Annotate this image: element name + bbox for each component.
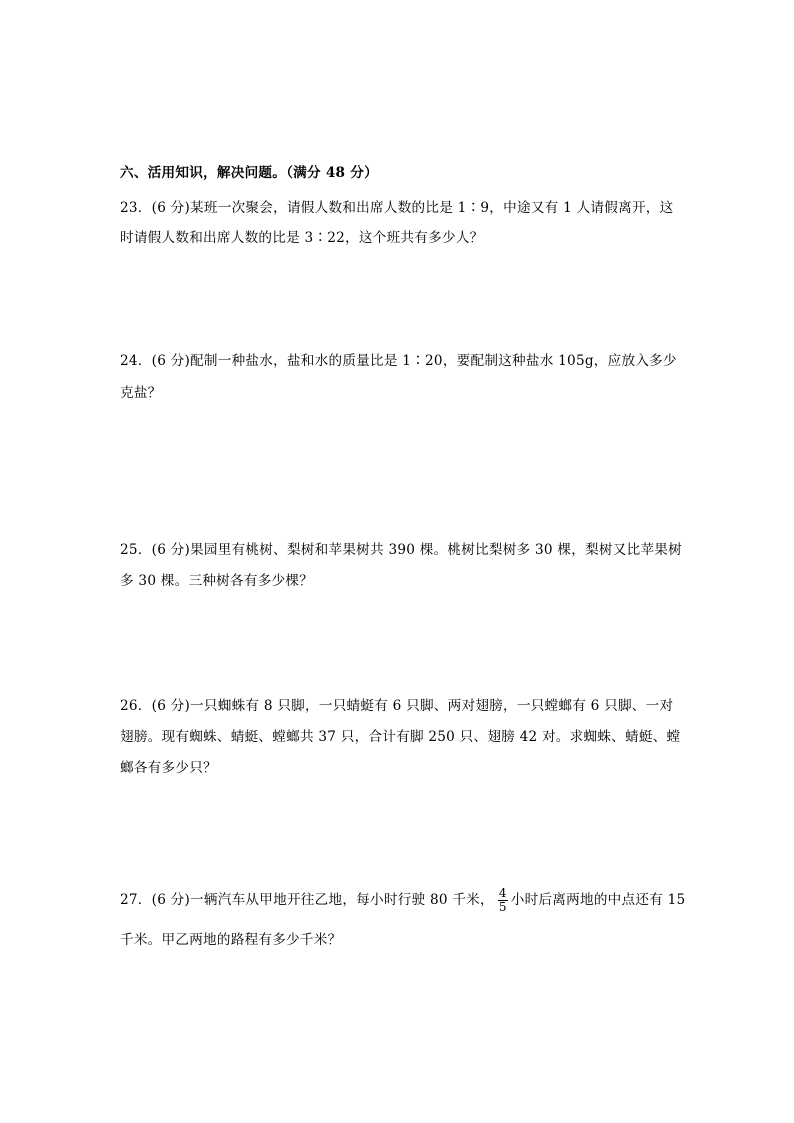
problem-26-line-3: 螂各有多少只？ [120,760,217,776]
fraction-denominator: 5 [498,900,507,914]
problem-27-line-1 [120,887,685,914]
section-title: 六、活用知识，解决问题。（满分 48 分） [120,165,378,181]
fraction-four-fifths [498,887,508,914]
problem-26-line-1: 26．(6 分)一只蜘蛛有 8 只脚，一只蜻蜓有 6 只脚、两对翅膀，一只螳螂有 6 只脚、一对 [120,698,674,714]
problem-27-text-after: 小时后离两地的中点还有 15 [510,892,686,908]
problem-24-line-2: 克盐？ [120,385,162,401]
problem-27-text-before: 27．(6 分)一辆汽车从甲地开往乙地，每小时行驶 80 千米， [120,892,494,908]
problem-24-line-1: 24．(6 分)配制一种盐水，盐和水的质量比是 1∶20，要配制这种盐水 105g，应放入多少 [120,353,677,369]
problem-26-line-2: 翅膀。现有蜘蛛、蜻蜓、螳螂共 37 只，合计有脚 250 只、翅膀 42 对。求蜘蛛、蜻蜓、螳 [120,729,681,745]
problem-23-line-1: 23．(6 分)某班一次聚会，请假人数和出席人数的比是 1∶9，中途又有 1 人请假离开，这 [120,200,674,216]
problem-25-line-1: 25．(6 分)果园里有桃树、梨树和苹果树共 390 棵。桃树比梨树多 30 棵，梨树又比苹果树 [120,542,682,558]
problem-27-line-2: 千米。甲乙两地的路程有多少千米？ [120,932,342,948]
problem-25-line-2: 多 30 棵。三种树各有多少棵？ [120,573,314,589]
fraction-numerator: 4 [498,886,507,900]
problem-23-line-2: 时请假人数和出席人数的比是 3∶22，这个班共有多少人？ [120,230,484,246]
